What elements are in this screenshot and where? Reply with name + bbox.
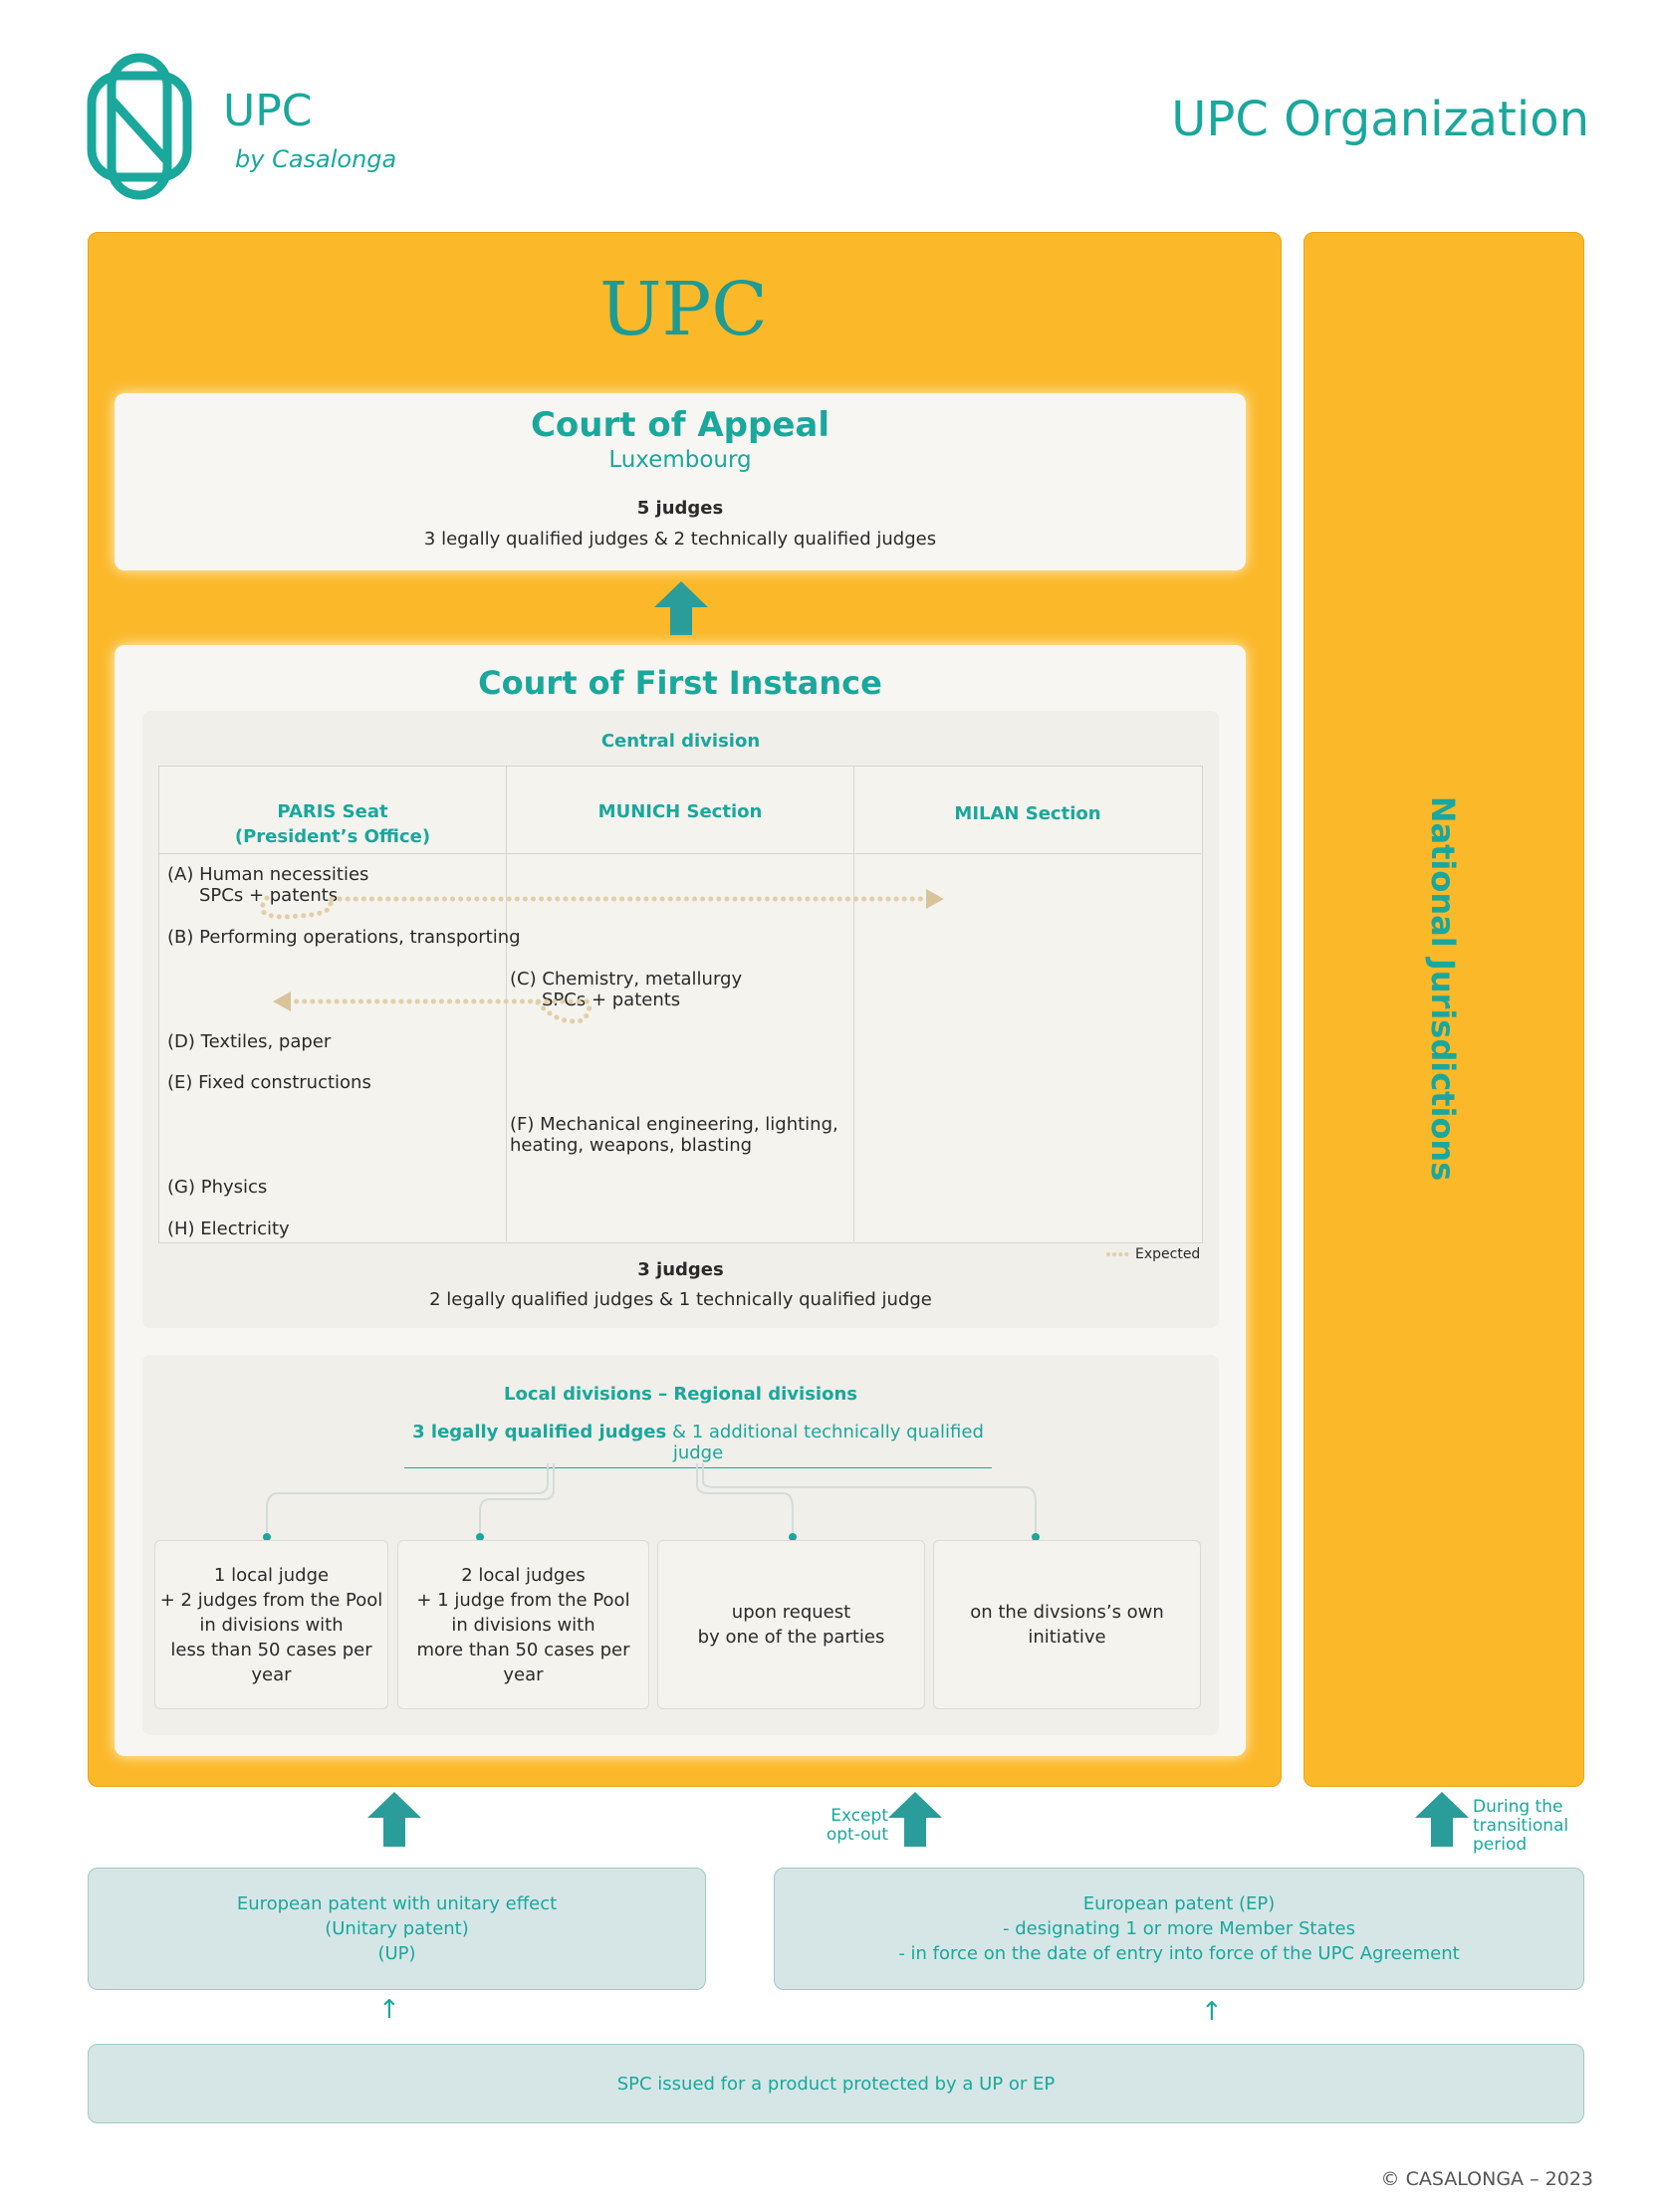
page-title: UPC Organization xyxy=(1171,92,1589,147)
central-division-composition: 2 legally qualified judges & 1 technically qualified judge xyxy=(429,1289,932,1310)
column-header-milan: MILAN Section xyxy=(954,803,1101,824)
local-division-box-large: 2 local judges + 1 judge from the Pool in divisions with more than 50 cases per year xyxy=(397,1540,649,1709)
copyright: © CASALONGA – 2023 xyxy=(1380,2168,1593,2190)
local-division-box-small: 1 local judge + 2 judges from the Pool in divisions with less than 50 cases per year xyxy=(154,1540,388,1709)
column-header-munich: MUNICH Section xyxy=(597,801,763,822)
unitary-patent-box: European patent with unitary effect (Unitary patent) (UP) xyxy=(88,1868,706,1990)
arrow-up-icon xyxy=(888,1792,942,1847)
court-of-first-instance-title: Court of First Instance xyxy=(478,664,882,702)
category-h: (H) Electricity xyxy=(167,1218,290,1239)
upc-panel-title: UPC xyxy=(599,267,768,352)
small-arrow-up-icon: ↑ xyxy=(378,1995,400,2025)
category-g: (G) Physics xyxy=(167,1177,268,1198)
spc-box: SPC issued for a product protected by a UP or EP xyxy=(88,2044,1584,2123)
brand-subtitle: by Casalonga xyxy=(235,145,397,173)
local-divisions-composition: 3 legally qualified judges & 1 additional technically qualified judge xyxy=(404,1422,992,1468)
arrow-up-icon xyxy=(1415,1792,1469,1847)
category-a-spc: SPCs + patents xyxy=(199,885,339,906)
central-division-label: Central division xyxy=(600,731,761,752)
category-f: (F) Mechanical engineering, lighting, xyxy=(510,1114,838,1135)
court-of-appeal-composition: 3 legally qualified judges & 2 technically qualified judges xyxy=(423,529,937,550)
arrow-up-icon xyxy=(367,1792,421,1847)
brand-name: UPC xyxy=(223,86,313,136)
european-patent-box: European patent (EP) - designating 1 or more Member States - in force on the date of entry into force of the UPC Agreement xyxy=(774,1868,1584,1990)
small-arrow-up-icon: ↑ xyxy=(1201,1997,1223,2027)
category-f-cont: heating, weapons, blasting xyxy=(510,1135,753,1156)
category-d: (D) Textiles, paper xyxy=(167,1031,332,1052)
court-of-appeal-judges: 5 judges xyxy=(636,498,724,519)
category-a: (A) Human necessities xyxy=(167,864,369,885)
category-e: (E) Fixed constructions xyxy=(167,1072,371,1093)
court-of-appeal-location: Luxembourg xyxy=(608,447,752,473)
technical-judge-own-initiative-box: on the divsions’s own initiative xyxy=(933,1540,1201,1709)
legend-expected-label: Expected xyxy=(1135,1246,1201,1262)
technical-judge-on-request-box: upon request by one of the parties xyxy=(657,1540,925,1709)
central-division-judges: 3 judges xyxy=(637,1259,724,1280)
local-divisions-label: Local divisions – Regional divisions xyxy=(504,1384,857,1405)
except-opt-out-note: Except opt-out xyxy=(826,1806,888,1845)
category-c: (C) Chemistry, metallurgy xyxy=(510,969,743,990)
national-jurisdictions-title: National Jurisdictions xyxy=(1424,795,1462,1182)
category-c-spc: SPCs + patents xyxy=(542,990,681,1010)
category-b: (B) Performing operations, transporting xyxy=(167,927,521,948)
transitional-period-note: During the transitional period xyxy=(1473,1797,1569,1855)
column-header-paris: PARIS Seat (President’s Office) xyxy=(234,801,431,847)
court-of-appeal-title: Court of Appeal xyxy=(530,405,830,445)
